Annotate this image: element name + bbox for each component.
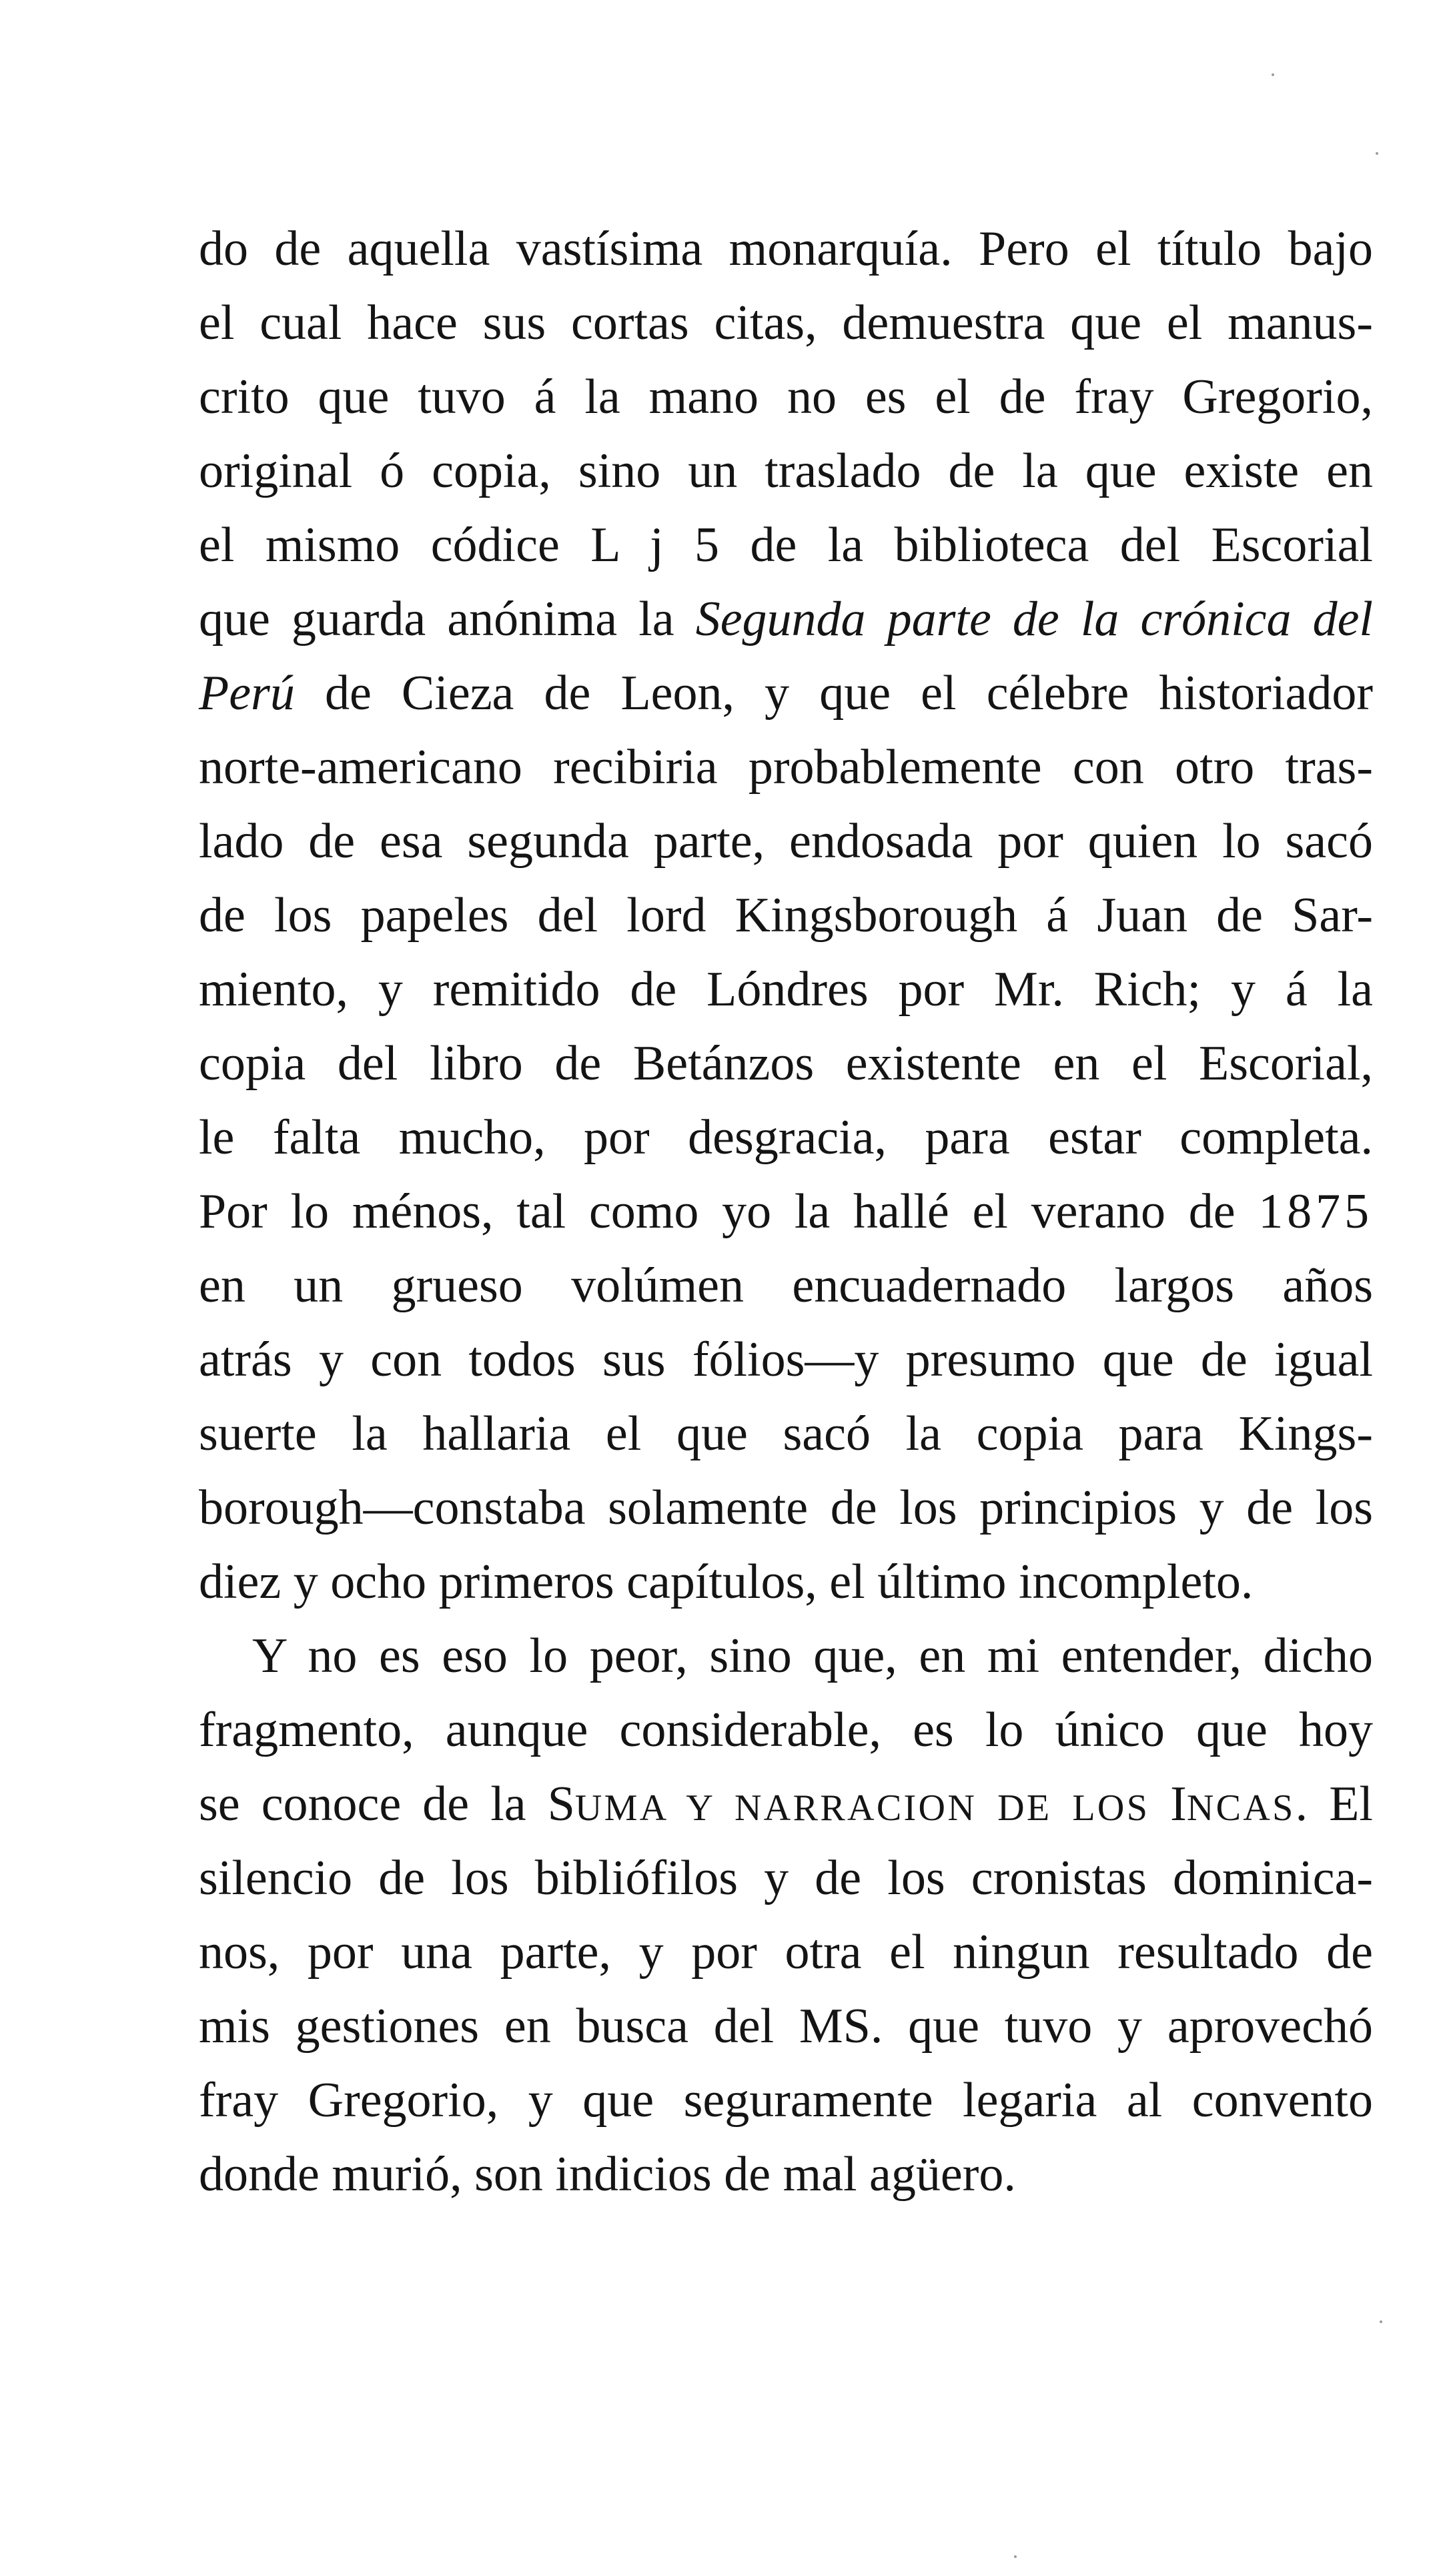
text-line: copia del libro de Betánzos existente en el Escorial, [199, 1036, 1373, 1091]
text-line: nos, por una parte, y por otra el ningun resultado de [199, 1925, 1373, 1980]
title-small-caps: NCAS [1186, 1787, 1296, 1829]
text-line: suerte la hallaria el que sacó la copia para Kings- [199, 1406, 1373, 1461]
text-line: miento, y remitido de Lóndres por Mr. Rich; y á la [199, 962, 1373, 1017]
italic-book-title: Segunda parte de la crónica del [695, 592, 1373, 647]
text-line: el cual hace sus cortas citas, demuestra que el manus- [199, 296, 1373, 350]
title-initial: S [547, 1777, 575, 1831]
paper-speck [1272, 73, 1274, 76]
text-line: fray Gregorio, y que seguramente legaria al convento [199, 2073, 1373, 2128]
paragraph-2 [199, 1619, 1373, 2212]
text-line: Y no es eso lo peor, sino que, en mi entender, dicho [252, 1629, 1373, 1683]
text-line: mis gestiones en busca del MS. que tuvo y aprovechó [199, 1999, 1373, 2054]
text-line: fragmento, aunque considerable, es lo único que hoy [199, 1703, 1373, 1757]
paragraph-1 [199, 212, 1373, 1619]
paper-speck [1380, 2320, 1382, 2323]
text-line: do de aquella vastísima monarquía. Pero el título bajo [199, 222, 1373, 276]
small-caps-title [548, 1777, 1296, 1831]
body-text [199, 212, 1373, 2212]
text-line [199, 582, 1373, 657]
text-line: en un grueso volúmen encuadernado largos años [199, 1258, 1373, 1313]
text-line [199, 657, 1373, 731]
text-line: silencio de los bibliófilos y de los cronistas dominica- [199, 1851, 1373, 1905]
line-text: se conoce de la [199, 1777, 548, 1831]
italic-book-title: Perú [199, 666, 295, 721]
year-number: 1875 [1258, 1184, 1373, 1239]
text-line: atrás y con todos sus fólios—y presumo que de igual [199, 1332, 1373, 1387]
text-line: donde murió, son indicios de mal agüero. [199, 2147, 1016, 2202]
text-line: de los papeles del lord Kingsborough á Juan de Sar- [199, 888, 1373, 943]
paper-speck [1014, 2555, 1017, 2558]
text-line: norte-americano recibiria probablemente con otro tras- [199, 740, 1373, 795]
text-line: crito que tuvo á la mano no es el de fray Gregorio, [199, 370, 1373, 424]
text-line [199, 1767, 1373, 1841]
text-line [199, 1175, 1373, 1249]
text-line: lado de esa segunda parte, endosada por quien lo sacó [199, 814, 1373, 869]
text-line: el mismo códice L j 5 de la biblioteca del Escorial [199, 518, 1373, 572]
title-initial: I [1170, 1777, 1187, 1831]
line-text: de Cieza de Leon, y que el célebre historiador [294, 666, 1373, 721]
text-line: borough—constaba solamente de los principios y de los [199, 1480, 1373, 1535]
line-text: Por lo ménos, tal como yo la hallé el verano de [199, 1184, 1259, 1239]
text-line: diez y ocho primeros capítulos, el último incompleto. [199, 1555, 1254, 1609]
text-line: le falta mucho, por desgracia, para estar completa. [199, 1110, 1373, 1165]
title-small-caps: UMA Y NARRACION DE LOS [574, 1787, 1171, 1829]
text-line: original ó copia, sino un traslado de la que existe en [199, 444, 1373, 498]
line-text: . El [1295, 1777, 1373, 1831]
line-text: que guarda anónima la [199, 592, 696, 647]
paper-speck [1376, 152, 1378, 155]
